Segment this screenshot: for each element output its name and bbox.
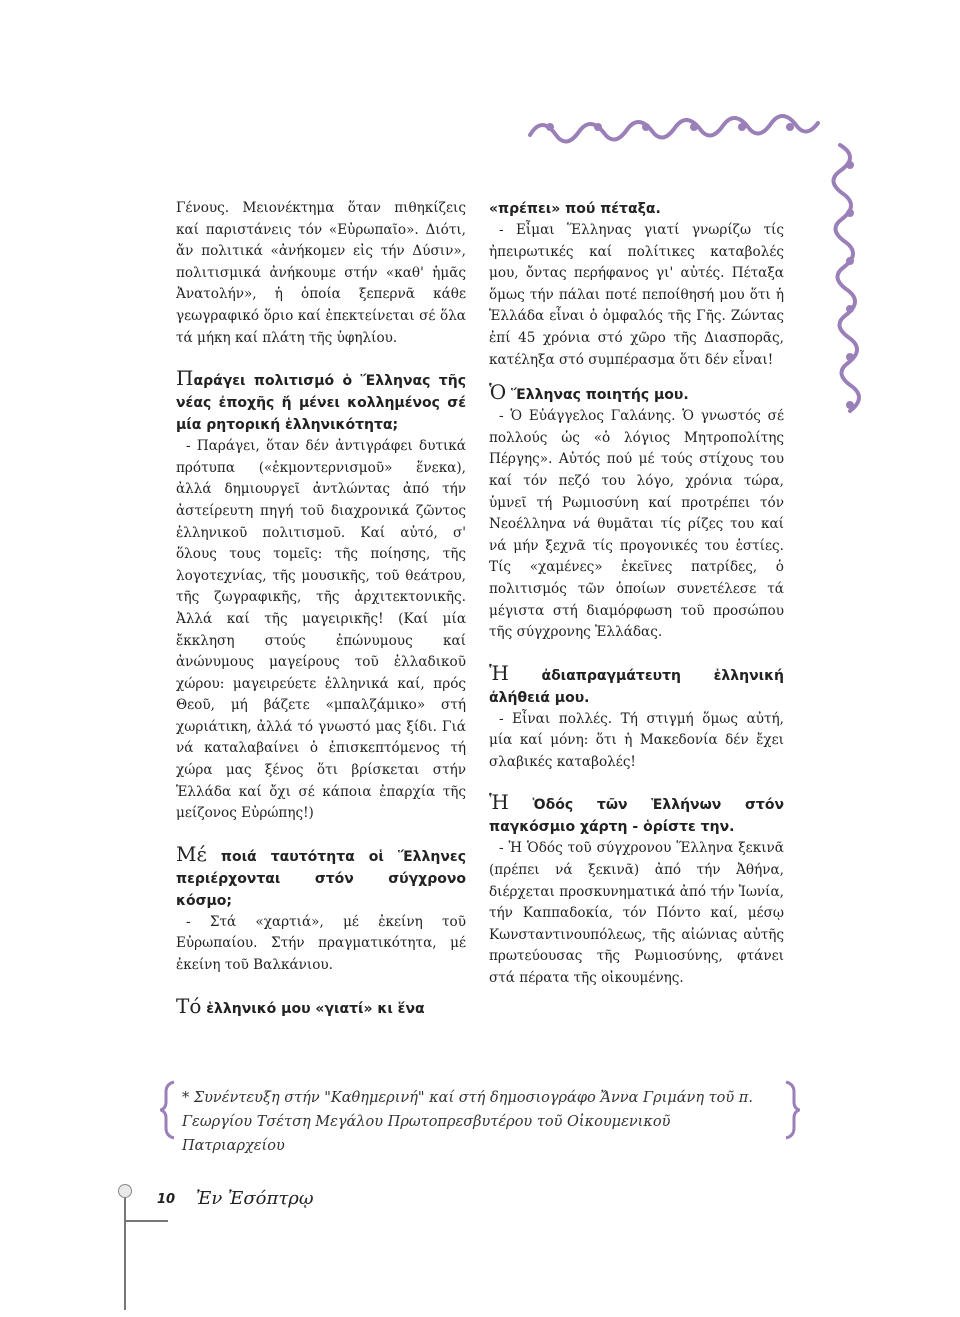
left-column: [176, 198, 466, 1020]
footer-vertical-rule: [124, 1190, 126, 1310]
left-bracket-icon: [160, 1080, 178, 1140]
answer-paragraph: - Ἡ Ὁδός τοῦ σύγχρονου Ἕλληνα ξεκινᾶ (πρέπει νά ξεκινᾶ) ἀπό τήν Ἀθήνα, διέρχεται προσκυνηματικά ἀπό τήν Ἰωνία, τήν Καππαδοκία, τόν Πόντο καί, μέσῳ Κωνσταντινουπόλεως, τῆς αἰώνιας αὐτῆς πρωτεύουσας τῆς Ρωμιοσύνης, φτάνει στά πέρατα τῆς οἰκουμένης.: [489, 840, 784, 987]
drop-initial: Τό: [176, 993, 202, 1018]
answer-paragraph: - Ὁ Εὐάγγελος Γαλάνης. Ὁ γνωστός σέ πολλούς ὡς «ὁ λόγιος Μητροπολίτης Πέργης». Αὐτός πού μέ τούς στίχους του καί τόν πεζό του λόγο, χρόνια τώρα, ὑμνεῖ τή Ρωμιοσύνη καί προτρέπει τόν Νεοέλληνα νά θυμᾶται τίς ρίζες του καί νά μήν ξεχνᾶ τίς προγονικές του ἑστίες. Τίς «χαμένες» ἐκεῖνες πατρίδες, ὁ πολιτισμός τῶν ὁποίων συνετέλεσε τά μέγιστα στή διαμόρφωση τοῦ προσώπου τῆς σύγχρονης Ἑλλάδας.: [489, 408, 784, 641]
drop-initial: Ὁ: [489, 380, 507, 405]
footnote: [160, 1080, 800, 1154]
drop-initial: Μέ: [176, 841, 207, 866]
question-heading: Ἡ ἀδιαπραγμάτευτη ἑλληνική ἀλήθειά μου.: [489, 660, 784, 706]
answer-paragraph: - Παράγει, ὅταν δέν ἀντιγράφει δυτικά πρότυπα («ἐκμοντερνισμοῦ» ἕνεκα), ἀλλά δημιουργεῖ ἀντλώντας ἀπό τήν ἀστείρευτη πηγή τοῦ διαχρονικά ζῶντος ἑλληνικοῦ πολιτισμοῦ. Καί αὐτό, σ' ὅλους τους τομεῖς: τῆς ποίησης, τῆς λογοτεχνίας, τῆς μουσικῆς, τοῦ θεάτρου, τῆς ζωγραφικῆς, τῆς ἀρχιτεκτονικῆς. Ἀλλά καί τῆς μαγειρικῆς! (Καί μία ἔκκληση στούς ἐπώνυμους καί ἀνώνυμους μαγείρους τοῦ ἑλλαδικοῦ χώρου: μαγειρεύετε ἑλληνικά καί, πρός Θεοῦ, μή βάζετε «μπαλζάμικο» στή χωριάτικη, ἀλλά τό γνωστό μας ξίδι. Γιά νά καταλαβαίνει ὁ ἐπισκεπτόμενος τή χώρα μας ξένος ὅτι βρίσκεται στήν Ἑλλάδα καί ὄχι σέ κάποια ἐπαρχία τῆς μείζονος Εὐρώπης!): [176, 438, 466, 822]
drop-initial: Ἡ: [489, 790, 509, 815]
page-number: 10: [157, 1192, 176, 1207]
question-heading: Ὁ Ἕλληνας ποιητής μου.: [489, 380, 689, 405]
answer-paragraph: - Εἶμαι Ἕλληνας γιατί γνωρίζω τίς ἠπειρωτικές καί πολίτικες καταβολές μου, ὄντας περήφανος γι' αὐτές. Πέταξα ὅμως τήν πάλαι ποτέ πεποίθησή μου ὅτι ἡ Ἑλλάδα εἶναι ὁ ὀμφαλός τῆς Γῆς. Ζώντας ἐπί 45 χρόνια στό χῶρο τῆς Διασπορᾶς, κατέληξα στό συμπέρασμα ὅτι δέν εἶναι!: [489, 222, 784, 368]
drop-initial: Ἡ: [489, 660, 509, 685]
footer-knob-icon: [118, 1184, 132, 1198]
right-column: [489, 198, 784, 990]
question-heading: Ἡ Ὁδός τῶν Ἑλλήνων στόν παγκόσμιο χάρτη - ὁρίστε την.: [489, 790, 784, 836]
question-heading: Παράγει πολιτισμό ὁ Ἕλληνας τῆς νέας ἐποχῆς ἤ μένει κολλημένος σέ μία ρητορική ἑλληνικότητα;: [176, 366, 466, 434]
answer-paragraph: - Στά «χαρτιά», μέ ἐκείνη τοῦ Εὐρωπαίου. Στήν πραγματικότητα, μέ ἐκείνη τοῦ Βαλκάνιου.: [176, 913, 466, 974]
question-heading-continued: «πρέπει» πού πέταξα.: [489, 201, 661, 217]
footer-horizontal-rule: [124, 1220, 168, 1222]
answer-paragraph: - Εἶναι πολλές. Τή στιγμή ὅμως αὐτή, μία καί μόνη: ὅτι ἡ Μακεδονία δέν ἔχει σλαβικές καταβολές!: [489, 710, 784, 770]
right-bracket-icon: [782, 1080, 800, 1140]
question-heading: Μέ ποιά ταυτότητα οἱ Ἕλληνες περιέρχονται στόν σύγχρονο κόσμο;: [176, 841, 466, 909]
question-heading: Τό ἑλληνικό μου «γιατί» κι ἕνα: [176, 993, 425, 1018]
journal-title: Ἐν Ἐσόπτρῳ: [196, 1188, 314, 1209]
drop-initial: Π: [176, 366, 194, 391]
intro-paragraph: Γένους. Μειονέκτημα ὅταν πιθηκίζεις καί παριστάνεις τόν «Εὐρωπαῖο». Διότι, ἄν πολιτικά «ἀνήκομεν εἰς τήν Δύσιν», πολιτισμικά ἀνήκουμε στήν «καθ' ἡμᾶς Ἀνατολήν», ἡ ὁποία ξεπερνᾶ κάθε γεωγραφικό ὅριο καί ἐπεκτείνεται σέ ὅλα τά μήκη καί πλάτη τῆς ὑφηλίου.: [176, 200, 466, 346]
footnote-text: * Συνέντευξη στήν "Καθημερινή" καί στή δημοσιογράφο Ἄννα Γριμάνη τοῦ π. Γεωργίου Τσέτση Μεγάλου Πρωτοπρεσβυτέρου τοῦ Οἰκουμενικοῦ Πατριαρχείου: [182, 1090, 753, 1154]
